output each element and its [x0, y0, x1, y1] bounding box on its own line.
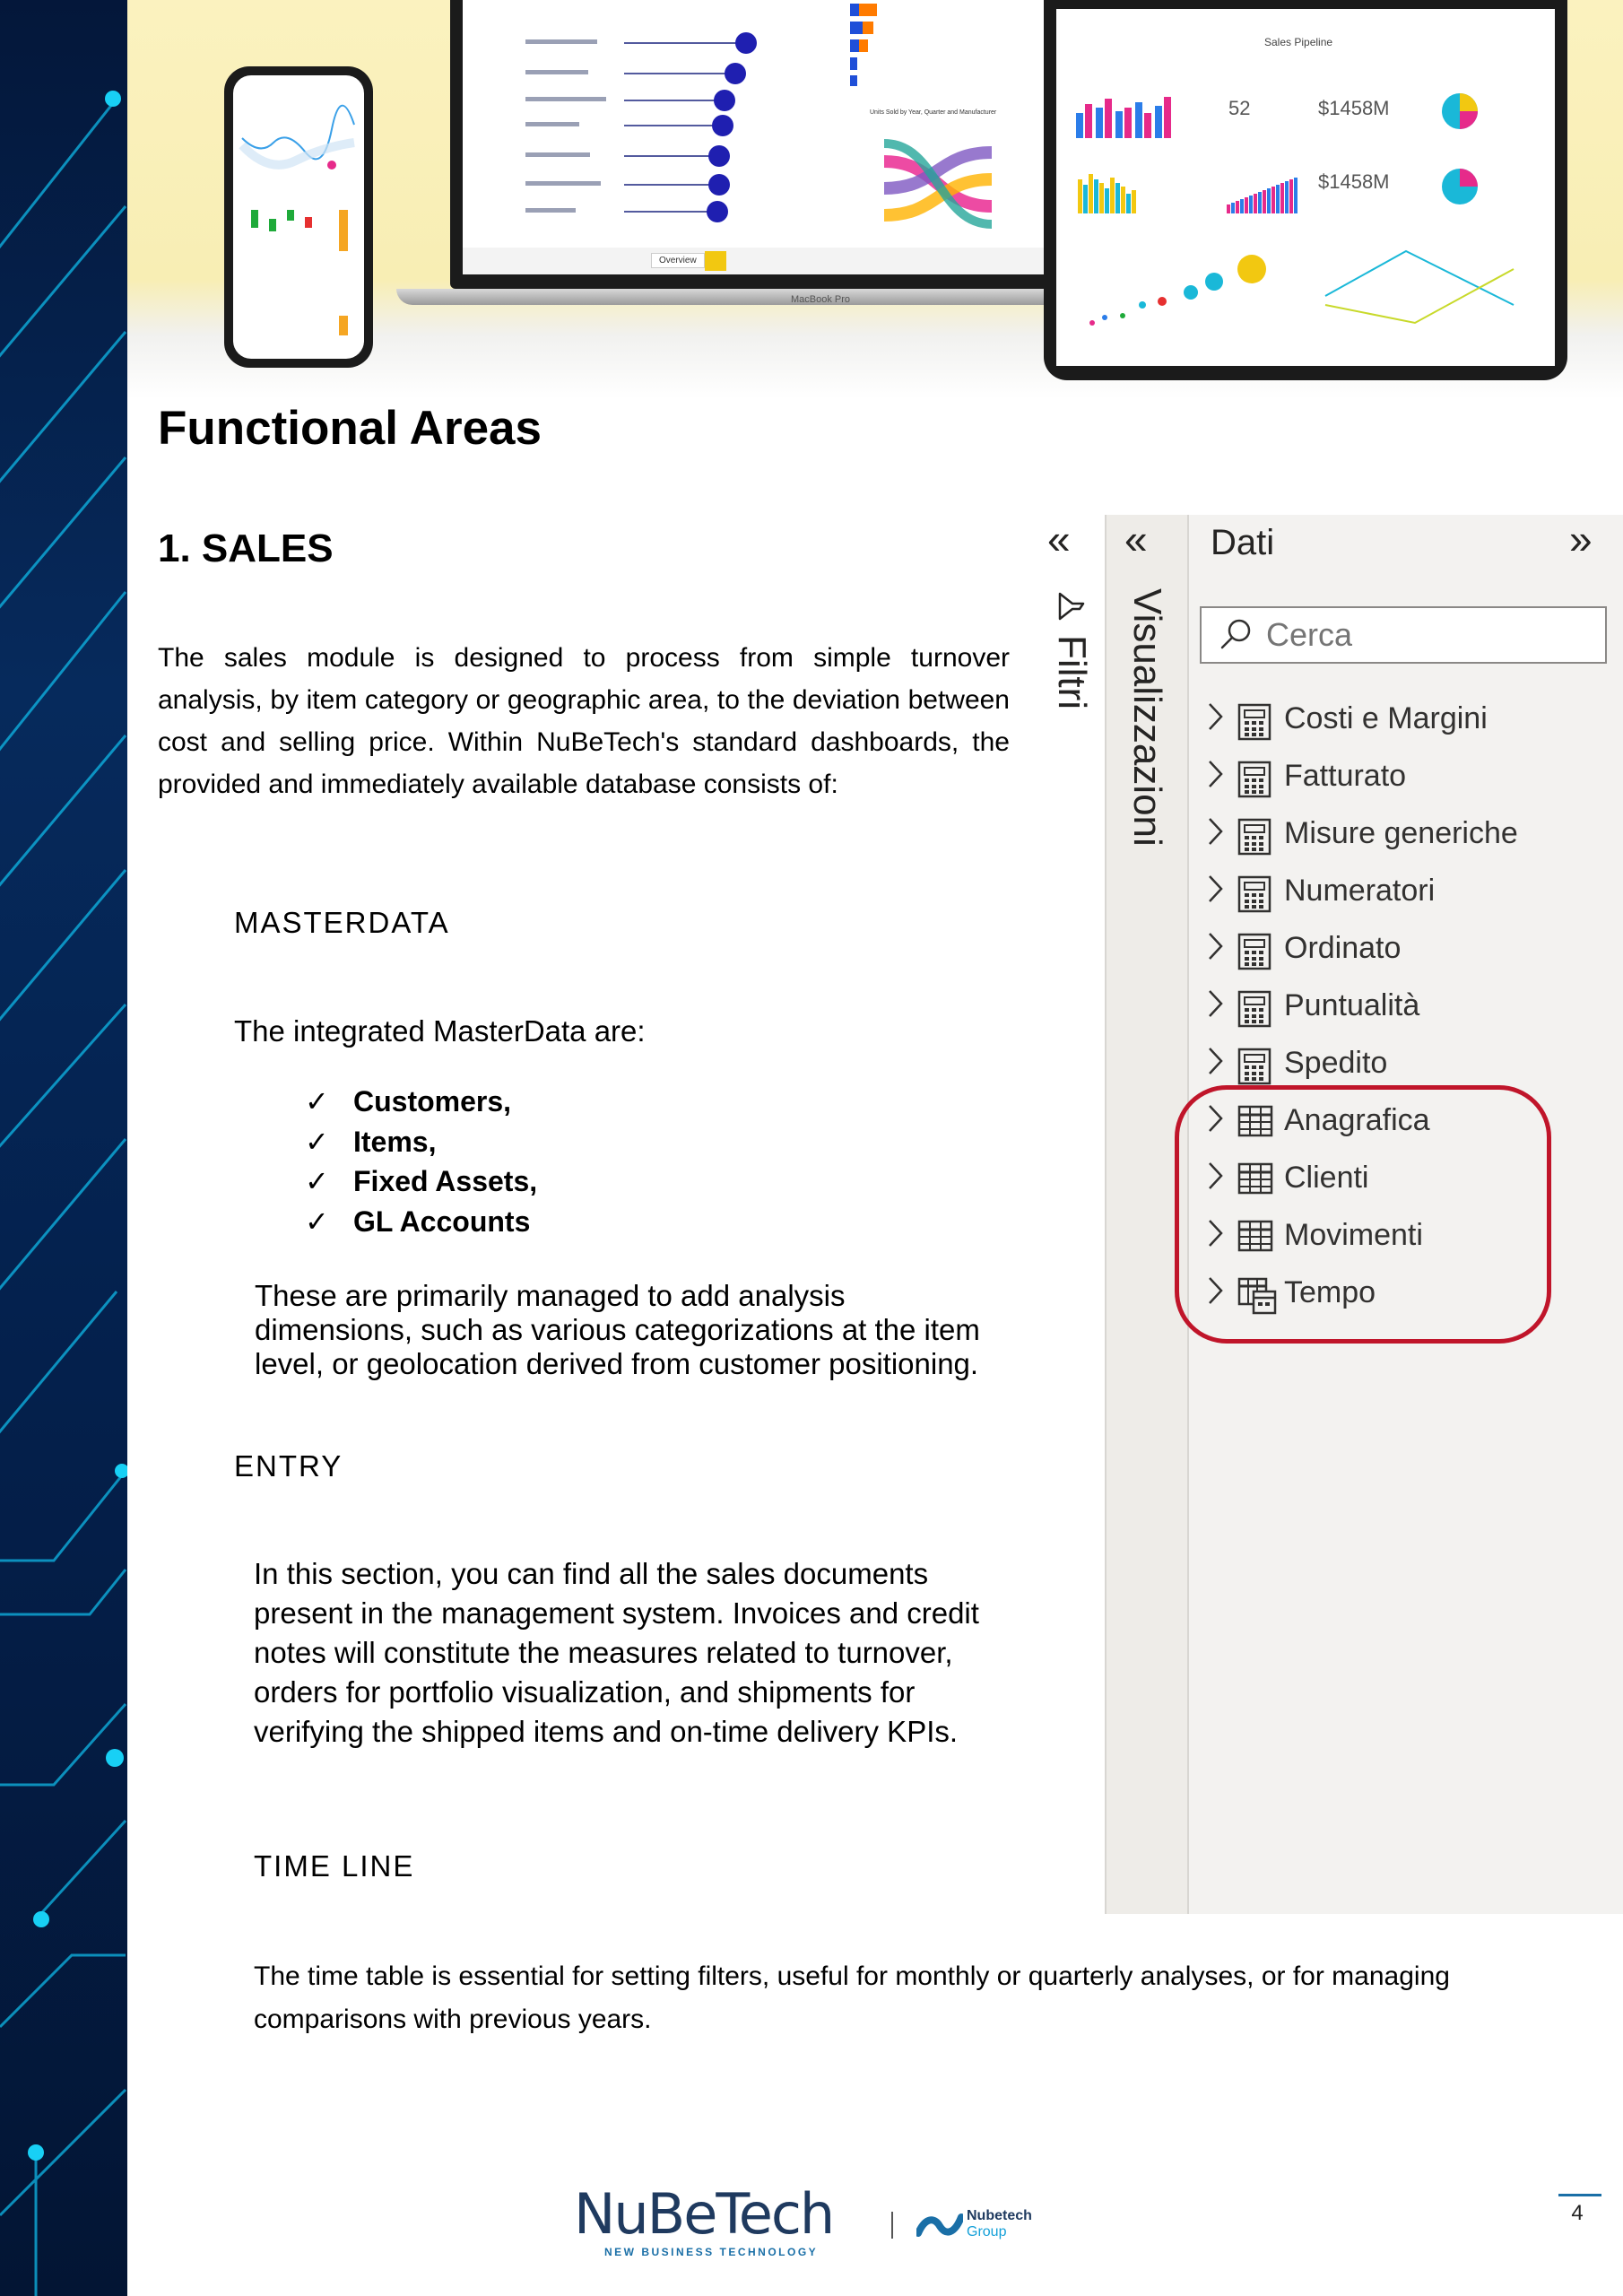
decorative-circuit-strip — [0, 0, 127, 2296]
page-number: 4 — [1571, 2201, 1584, 2225]
expand-visualizations-button[interactable]: « — [1124, 516, 1148, 562]
tablet-dashboard-title: Sales Pipeline — [1264, 36, 1333, 48]
chevron-right-icon[interactable] — [1205, 701, 1225, 732]
chevron-right-icon[interactable] — [1205, 1046, 1225, 1076]
section-title-sales: 1. SALES — [158, 526, 334, 570]
calculator-table-icon — [1237, 761, 1271, 798]
search-icon — [1218, 617, 1254, 653]
page-heading: Functional Areas — [158, 402, 542, 455]
field-table-row[interactable] — [1205, 750, 1618, 804]
entry-subheading: ENTRY — [234, 1449, 343, 1483]
entry-paragraph: In this section, you can find all the sales documents present in the management system. Invoices and credit notes will constitute the measures related to turnover, orders for portfolio visualization, and shipments for verifying the shipped items and on-time delivery KPIs. — [254, 1557, 979, 1748]
list-item-label: Customers, — [353, 1085, 512, 1118]
list-item-label: Items, — [353, 1125, 437, 1158]
masterdata-list — [305, 1082, 537, 1241]
field-table-label: Clienti — [1284, 1161, 1369, 1195]
field-table-label: Anagrafica — [1284, 1103, 1430, 1137]
field-table-label: Fatturato — [1284, 759, 1407, 793]
visualizations-pane-label[interactable]: Visualizzazioni — [1125, 588, 1169, 847]
tablet-pie-chart-1 — [1433, 84, 1487, 138]
laptop-tab-overview: Overview — [651, 253, 705, 268]
tablet-scatter-chart — [1074, 233, 1307, 341]
masterdata-paragraph: These are primarily managed to add analysis dimensions, such as various categorizations at the item level, or geolocation derived from customer positioning. — [255, 1279, 980, 1380]
list-item — [305, 1161, 537, 1202]
chevron-right-icon[interactable] — [1205, 816, 1225, 847]
timeline-paragraph: The time table is essential for setting filters, useful for monthly or quarterly analyses, or for managing comparisons with previous years. — [254, 1961, 1450, 2034]
footer-logo — [574, 2181, 1058, 2262]
highlight-ellipse — [1175, 1085, 1551, 1344]
laptop-bar-chart — [814, 0, 913, 99]
tablet-kpi-1: 52 — [1228, 97, 1251, 119]
laptop-brand-label: MacBook Pro — [791, 294, 851, 305]
laptop-chart-title: Units Sold by Year, Quarter and Manufacturer — [870, 109, 997, 116]
field-table-label: Movimenti — [1284, 1218, 1423, 1252]
check-icon: ✓ — [305, 1125, 329, 1158]
calculator-table-icon — [1237, 933, 1271, 970]
list-item — [305, 1122, 537, 1162]
circuit-lines-graphic — [0, 0, 127, 2296]
list-item-label: GL Accounts — [353, 1205, 531, 1238]
masterdata-subheading: MASTERDATA — [234, 906, 450, 939]
hero-devices-image — [127, 0, 1623, 399]
tablet-bar-chart-3 — [1191, 161, 1307, 215]
chevron-right-icon[interactable] — [1205, 874, 1225, 904]
collapse-data-pane-button[interactable]: » — [1569, 516, 1593, 562]
field-table-row[interactable] — [1205, 979, 1618, 1033]
field-table-label: Puntualità — [1284, 988, 1420, 1022]
field-table-label: Numeratori — [1284, 874, 1436, 908]
field-table-label: Ordinato — [1284, 931, 1402, 965]
tablet-kpi-2: $1458M — [1318, 97, 1390, 119]
tablet-bar-chart-2 — [1074, 161, 1182, 215]
field-table-label: Misure generiche — [1284, 816, 1518, 850]
laptop-add-tab — [705, 251, 726, 271]
phone-screen — [233, 75, 364, 359]
tablet-kpi-3: $1458M — [1318, 170, 1390, 193]
laptop-bubble-chart — [516, 0, 803, 242]
tablet-pie-chart-2 — [1433, 160, 1487, 213]
list-item — [305, 1202, 537, 1242]
filters-pane-label[interactable]: Filtri — [1050, 635, 1094, 710]
logo-separator — [891, 2212, 893, 2239]
expand-filters-button[interactable]: « — [1047, 516, 1071, 562]
nubetech-tagline: NEW BUSINESS TECHNOLOGY — [604, 2246, 819, 2258]
masterdata-intro: The integrated MasterData are: — [234, 1014, 646, 1048]
chevron-right-icon[interactable] — [1205, 931, 1225, 961]
field-table-row[interactable] — [1205, 922, 1618, 976]
field-table-label: Tempo — [1284, 1275, 1376, 1309]
tablet-bar-chart-1 — [1074, 86, 1182, 140]
nubetech-wordmark: NuBeTech — [574, 2181, 834, 2247]
check-icon: ✓ — [305, 1205, 329, 1238]
check-icon: ✓ — [305, 1165, 329, 1197]
tablet-line-chart — [1316, 233, 1532, 341]
data-search-box[interactable] — [1200, 606, 1607, 664]
calculator-table-icon — [1237, 818, 1271, 856]
field-table-row[interactable] — [1205, 865, 1618, 918]
calculator-table-icon — [1237, 875, 1271, 913]
filters-pane — [1038, 515, 1105, 1914]
sales-intro-paragraph: The sales module is designed to process from simple turnover analysis, by item category or geographic area, to the deviation between cost and selling price. Within NuBeTech's standard dashboards, the provided and immediately available database consists of: — [158, 643, 1010, 799]
check-icon: ✓ — [305, 1085, 329, 1118]
field-table-row[interactable] — [1205, 807, 1618, 861]
chevron-right-icon[interactable] — [1205, 988, 1225, 1019]
nubetech-group-wave-icon — [916, 2212, 963, 2239]
list-item-label: Fixed Assets, — [353, 1165, 538, 1197]
filter-funnel-icon — [1055, 590, 1087, 622]
calculator-table-icon — [1237, 703, 1271, 741]
search-input[interactable] — [1266, 612, 1589, 658]
field-table-label: Costi e Margini — [1284, 701, 1488, 735]
group-sub: Group — [967, 2224, 1007, 2239]
calculator-table-icon — [1237, 1048, 1271, 1085]
calculator-table-icon — [1237, 990, 1271, 1028]
page-number-rule — [1558, 2194, 1601, 2196]
field-table-row[interactable] — [1205, 1037, 1618, 1091]
laptop-sankey-chart — [884, 126, 1028, 242]
chevron-right-icon[interactable] — [1205, 759, 1225, 789]
data-pane-title: Dati — [1211, 523, 1275, 562]
group-name: Nubetech — [967, 2208, 1032, 2223]
powerbi-side-panel — [1038, 515, 1623, 1914]
phone-charts — [233, 75, 364, 359]
field-table-row[interactable] — [1205, 692, 1618, 746]
timeline-subheading: TIME LINE — [254, 1849, 415, 1883]
tablet-screen — [1056, 9, 1555, 366]
list-item — [305, 1082, 537, 1122]
nubetech-logo — [574, 2181, 870, 2262]
field-table-label: Spedito — [1284, 1046, 1388, 1080]
